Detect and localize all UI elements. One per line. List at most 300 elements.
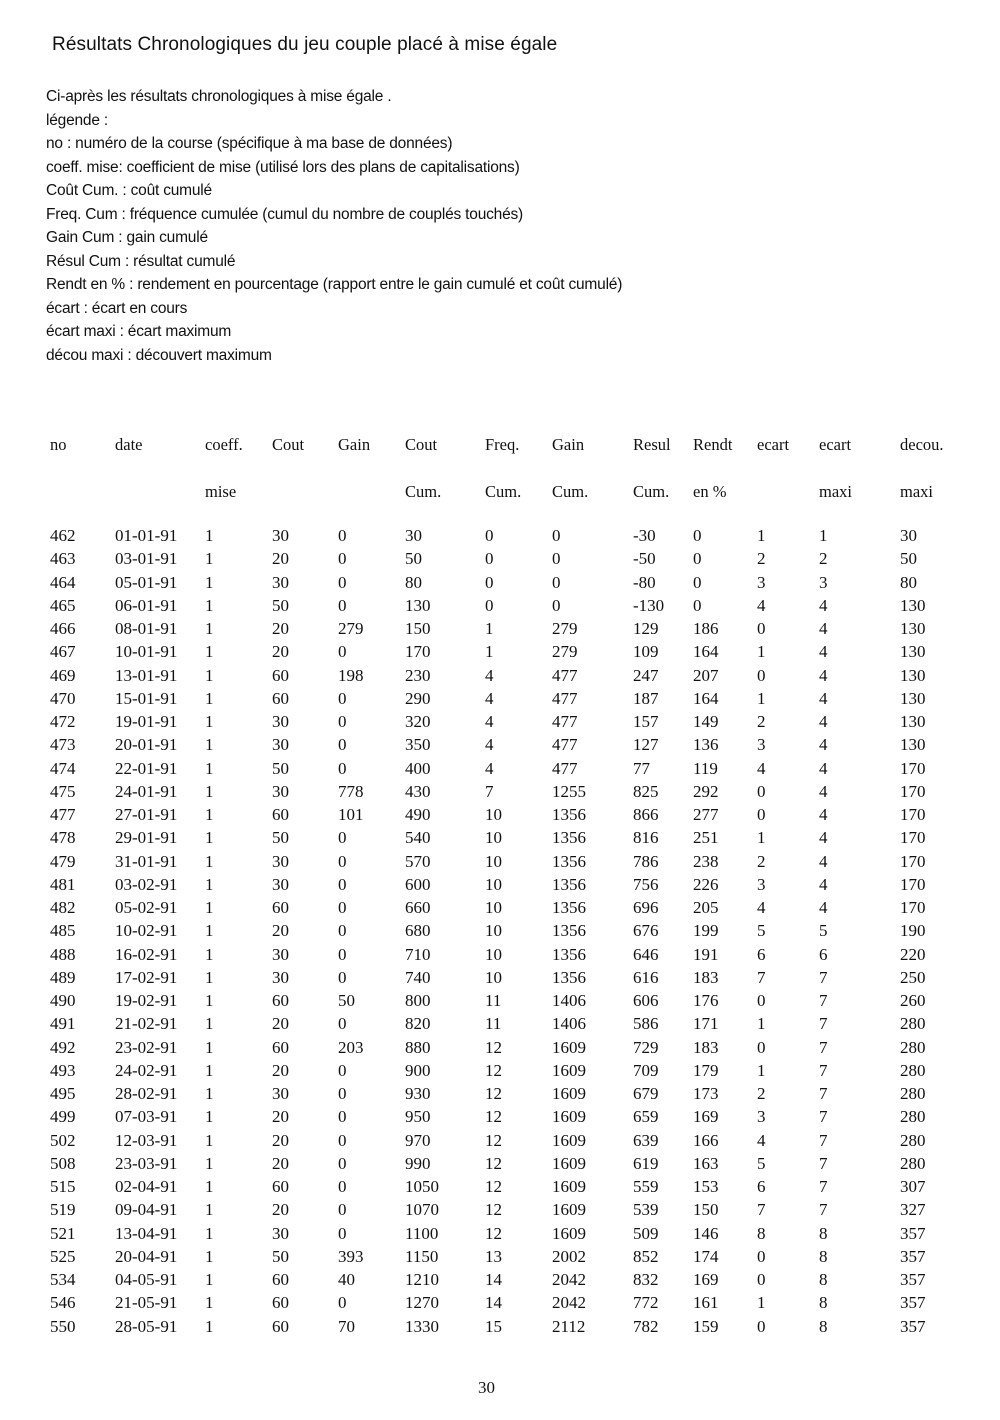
table-cell: 676 [633,921,659,940]
table-cell: 12 [485,1038,502,1057]
table-cell: 0 [338,1107,347,1126]
table-cell: 10 [485,898,502,917]
table-cell: 4 [757,898,766,917]
table-cell: 0 [338,898,347,917]
table-cell: 816 [633,828,659,847]
table-cell: 13 [485,1247,502,1266]
table-cell: 1 [205,1270,214,1289]
table-cell: 05-01-91 [115,573,178,592]
table-cell: 0 [338,759,347,778]
table-cell: 462 [50,526,76,545]
table-cell: 472 [50,712,76,731]
legend-line: Gain Cum : gain cumulé [46,229,208,246]
table-cell: 146 [693,1224,719,1243]
table-cell: 1609 [552,1084,586,1103]
table-cell: 0 [757,1038,766,1057]
table-cell: 502 [50,1131,76,1150]
table-cell: 491 [50,1014,76,1033]
column-header: date [115,435,143,454]
table-cell: 13-04-91 [115,1224,178,1243]
table-cell: 5 [757,921,766,940]
table-cell: 350 [405,735,431,754]
table-cell: 1 [205,1107,214,1126]
table-cell: 1270 [405,1293,439,1312]
table-cell: 04-05-91 [115,1270,178,1289]
table-cell: 465 [50,596,76,615]
table-cell: 930 [405,1084,431,1103]
table-cell: 463 [50,549,76,568]
table-cell: 778 [338,782,364,801]
table-cell: 616 [633,968,659,987]
table-cell: 20 [272,1200,289,1219]
table-cell: 4 [819,619,828,638]
table-cell: 11 [485,1014,502,1033]
table-cell: 30 [272,1084,289,1103]
table-cell: 477 [552,666,578,685]
table-cell: 4 [485,735,494,754]
table-cell: 1356 [552,921,586,940]
table-cell: 60 [272,898,289,917]
table-cell: 1255 [552,782,586,801]
table-cell: 150 [693,1200,719,1219]
table-cell: 680 [405,921,431,940]
legend-line: Coût Cum. : coût cumulé [46,182,212,199]
table-cell: 729 [633,1038,659,1057]
table-cell: 40 [338,1270,355,1289]
table-cell: 10 [485,945,502,964]
column-header: Gain [552,435,585,454]
table-cell: 0 [485,549,494,568]
table-cell: 0 [338,642,347,661]
table-cell: 430 [405,782,431,801]
table-cell: 30 [272,735,289,754]
table-cell: 0 [338,1177,347,1196]
table-cell: 0 [338,689,347,708]
table-cell: 606 [633,991,659,1010]
table-cell: 0 [757,1270,766,1289]
table-cell: 136 [693,735,719,754]
column-header: Gain [338,435,371,454]
table-cell: 519 [50,1200,76,1219]
table-cell: 1356 [552,898,586,917]
table-cell: 1 [205,549,214,568]
table-cell: 1 [205,875,214,894]
table-cell: 10 [485,968,502,987]
table-cell: 786 [633,852,659,871]
table-cell: 3 [757,875,766,894]
table-cell: 540 [405,828,431,847]
table-cell: 176 [693,991,719,1010]
table-cell: 0 [552,573,561,592]
table-cell: 157 [633,712,659,731]
table-cell: 2 [757,1084,766,1103]
table-cell: 646 [633,945,659,964]
table-cell: 21-05-91 [115,1293,178,1312]
table-cell: 169 [693,1270,719,1289]
table-cell: 0 [338,712,347,731]
table-cell: 1609 [552,1224,586,1243]
table-cell: 586 [633,1014,659,1033]
table-cell: 521 [50,1224,76,1243]
table-cell: 1356 [552,945,586,964]
table-cell: -80 [633,573,656,592]
table-cell: 327 [900,1200,926,1219]
legend-line: décou maxi : découvert maximum [46,346,272,364]
table-cell: 80 [405,573,422,592]
table-cell: 20 [272,619,289,638]
table-cell: 1150 [405,1247,439,1266]
table-cell: 130 [900,596,926,615]
table-cell: 4 [757,596,766,615]
table-cell: 7 [819,1131,828,1150]
table-cell: 1 [205,1061,214,1080]
table-cell: 1050 [405,1177,439,1196]
table-cell: 477 [552,712,578,731]
table-cell: 1 [205,1131,214,1150]
table-cell: 0 [693,526,702,545]
table-cell: 50 [272,828,289,847]
table-cell: 60 [272,1293,289,1312]
column-header: decou. [900,435,944,454]
table-cell: 4 [819,852,828,871]
table-cell: 1 [205,805,214,824]
table-cell: 1 [205,1224,214,1243]
table-cell: 1 [757,689,766,708]
table-cell: 12 [485,1107,502,1126]
table-cell: 19-01-91 [115,712,178,731]
column-header: ecart [757,435,790,454]
table-cell: 679 [633,1084,659,1103]
table-cell: 1609 [552,1107,586,1126]
table-cell: 499 [50,1107,76,1126]
table-cell: 4 [819,712,828,731]
table-cell: 130 [900,642,926,661]
table-cell: 30 [272,712,289,731]
table-cell: -30 [633,526,656,545]
table-cell: 50 [272,596,289,615]
table-cell: 20 [272,1107,289,1126]
table-cell: 639 [633,1131,659,1150]
table-cell: 709 [633,1061,659,1080]
table-cell: 01-01-91 [115,526,178,545]
table-cell: 832 [633,1270,659,1289]
table-cell: 0 [338,735,347,754]
table-cell: 475 [50,782,76,801]
table-cell: 559 [633,1177,659,1196]
table-cell: 0 [338,921,347,940]
table-cell: 207 [693,666,719,685]
table-cell: 1609 [552,1038,586,1057]
table-cell: 357 [900,1270,926,1289]
table-cell: 740 [405,968,431,987]
table-cell: 600 [405,875,431,894]
table-cell: 50 [272,759,289,778]
table-cell: 159 [693,1317,719,1336]
table-cell: 485 [50,921,76,940]
table-cell: 619 [633,1154,659,1173]
table-cell: 2042 [552,1270,586,1289]
table-cell: 1 [205,782,214,801]
table-cell: 12 [485,1200,502,1219]
table-cell: 20-01-91 [115,735,178,754]
table-cell: 1 [205,828,214,847]
table-cell: 250 [900,968,926,987]
table-cell: 5 [819,921,828,940]
table-cell: 0 [338,1061,347,1080]
column-header: Resul [633,435,671,454]
table-cell: 4 [485,759,494,778]
column-header-sub: Cum. [485,482,522,501]
table-cell: 0 [552,549,561,568]
table-cell: 130 [900,735,926,754]
table-cell: 164 [693,689,719,708]
table-cell: 8 [819,1224,828,1243]
table-cell: 782 [633,1317,659,1336]
table-cell: 3 [757,573,766,592]
table-cell: 0 [338,1200,347,1219]
table-cell: 161 [693,1293,719,1312]
table-cell: 60 [272,1317,289,1336]
table-cell: 1 [205,1038,214,1057]
table-cell: 1406 [552,1014,586,1033]
table-cell: 6 [757,945,766,964]
table-cell: 50 [900,549,917,568]
table-cell: 149 [693,712,719,731]
table-cell: 1356 [552,852,586,871]
table-cell: 1 [205,1247,214,1266]
table-cell: 109 [633,642,659,661]
table-cell: 515 [50,1177,76,1196]
table-cell: 12 [485,1084,502,1103]
table-cell: 4 [819,875,828,894]
table-cell: 7 [819,1107,828,1126]
table-cell: 539 [633,1200,659,1219]
table-cell: 2 [819,549,828,568]
table-cell: 170 [900,875,926,894]
table-cell: 1 [205,573,214,592]
table-cell: 205 [693,898,719,917]
table-cell: 357 [900,1317,926,1336]
table-cell: 12 [485,1061,502,1080]
table-cell: 173 [693,1084,719,1103]
table-cell: 30 [272,1224,289,1243]
table-cell: 0 [552,596,561,615]
table-cell: 80 [900,573,917,592]
table-cell: 12 [485,1154,502,1173]
table-cell: 4 [485,689,494,708]
table-cell: 171 [693,1014,719,1033]
table-cell: 23-03-91 [115,1154,178,1173]
table-cell: 08-01-91 [115,619,178,638]
table-cell: 660 [405,898,431,917]
table-cell: 27-01-91 [115,805,178,824]
table-cell: 478 [50,828,76,847]
table-cell: 4 [819,689,828,708]
table-cell: 3 [819,573,828,592]
table-cell: 290 [405,689,431,708]
table-cell: 0 [338,1224,347,1243]
table-cell: 4 [819,642,828,661]
table-cell: 14 [485,1270,502,1289]
table-cell: 0 [338,968,347,987]
table-cell: 50 [338,991,355,1010]
table-cell: 251 [693,828,719,847]
table-cell: 28-02-91 [115,1084,178,1103]
table-cell: 7 [819,1014,828,1033]
table-cell: 130 [405,596,431,615]
table-cell: 1609 [552,1200,586,1219]
table-cell: 280 [900,1014,926,1033]
table-cell: 0 [338,1154,347,1173]
table-cell: 24-02-91 [115,1061,178,1080]
table-cell: 482 [50,898,76,917]
table-cell: 1 [205,619,214,638]
column-header: Cout [272,435,305,454]
table-cell: 153 [693,1177,719,1196]
table-cell: 13-01-91 [115,666,178,685]
table-cell: 1 [205,596,214,615]
table-cell: 0 [338,1014,347,1033]
table-cell: 6 [819,945,828,964]
table-cell: 1 [205,759,214,778]
table-cell: 179 [693,1061,719,1080]
table-cell: 8 [819,1293,828,1312]
table-cell: 60 [272,805,289,824]
table-cell: 1609 [552,1131,586,1150]
table-cell: 7 [819,1177,828,1196]
table-cell: 477 [552,735,578,754]
table-cell: 170 [405,642,431,661]
table-cell: 4 [819,782,828,801]
column-header: Cout [405,435,438,454]
table-cell: 164 [693,642,719,661]
table-cell: 4 [819,735,828,754]
table-cell: 400 [405,759,431,778]
table-cell: 170 [900,898,926,917]
table-cell: 30 [272,526,289,545]
table-cell: 130 [900,666,926,685]
table-cell: 0 [485,596,494,615]
table-cell: 03-02-91 [115,875,178,894]
table-cell: 183 [693,968,719,987]
table-cell: 0 [757,666,766,685]
table-cell: 464 [50,573,76,592]
table-cell: 10-01-91 [115,642,178,661]
table-cell: 357 [900,1293,926,1312]
table-cell: 30 [272,875,289,894]
table-cell: 1356 [552,828,586,847]
table-cell: 220 [900,945,926,964]
table-cell: 488 [50,945,76,964]
table-cell: 880 [405,1038,431,1057]
table-cell: 2 [757,712,766,731]
column-header-sub: Cum. [633,482,670,501]
legend-line: écart : écart en cours [46,299,188,317]
table-cell: 16-02-91 [115,945,178,964]
table-cell: 29-01-91 [115,828,178,847]
table-cell: 7 [757,968,766,987]
table-cell: 28-05-91 [115,1317,178,1336]
table-cell: 23-02-91 [115,1038,178,1057]
table-cell: 279 [338,619,364,638]
table-cell: 990 [405,1154,431,1173]
table-cell: 0 [338,1293,347,1312]
page-number: 30 [478,1378,495,1397]
table-cell: 21-02-91 [115,1014,178,1033]
table-cell: 1 [205,898,214,917]
table-cell: 7 [819,1084,828,1103]
table-cell: 466 [50,619,76,638]
table-cell: 0 [757,991,766,1010]
table-cell: 508 [50,1154,76,1173]
table-cell: 60 [272,689,289,708]
table-cell: 190 [900,921,926,940]
table-cell: 130 [900,689,926,708]
table-cell: 07-03-91 [115,1107,178,1126]
table-cell: 20-04-91 [115,1247,178,1266]
table-cell: 05-02-91 [115,898,178,917]
table-cell: 393 [338,1247,364,1266]
table-cell: 1 [757,642,766,661]
page-title: Résultats Chronologiques du jeu couple placé à mise égale [52,34,558,55]
table-cell: 1 [205,1200,214,1219]
table-cell: 02-04-91 [115,1177,178,1196]
table-cell: 10 [485,921,502,940]
table-cell: 0 [338,828,347,847]
table-cell: 20 [272,1131,289,1150]
table-cell: 467 [50,642,76,661]
table-cell: 191 [693,945,719,964]
table-cell: 1 [205,945,214,964]
table-cell: 20 [272,1014,289,1033]
table-cell: 10 [485,852,502,871]
table-cell: 0 [552,526,561,545]
table-cell: 7 [757,1200,766,1219]
table-cell: 4 [819,666,828,685]
table-cell: 130 [900,712,926,731]
table-cell: 119 [693,759,718,778]
table-cell: 0 [338,596,347,615]
table-cell: 77 [633,759,650,778]
table-cell: 492 [50,1038,76,1057]
table-cell: 7 [819,1061,828,1080]
table-cell: 1 [205,1014,214,1033]
table-cell: 1356 [552,805,586,824]
table-cell: 1 [819,526,828,545]
table-cell: 2 [757,852,766,871]
table-cell: 0 [338,573,347,592]
table-cell: 30 [272,782,289,801]
table-cell: 0 [757,1317,766,1336]
table-cell: 7 [819,1038,828,1057]
table-cell: 60 [272,666,289,685]
table-cell: 30 [900,526,917,545]
table-cell: 10 [485,875,502,894]
table-cell: 0 [338,852,347,871]
table-cell: 169 [693,1107,719,1126]
table-cell: 170 [900,805,926,824]
table-cell: 60 [272,1177,289,1196]
table-cell: 490 [405,805,431,824]
table-cell: 800 [405,991,431,1010]
table-cell: 170 [900,759,926,778]
table-cell: 14 [485,1293,502,1312]
table-cell: 357 [900,1247,926,1266]
table-cell: 163 [693,1154,719,1173]
column-header: ecart [819,435,852,454]
table-cell: 170 [900,782,926,801]
table-cell: 1 [205,921,214,940]
